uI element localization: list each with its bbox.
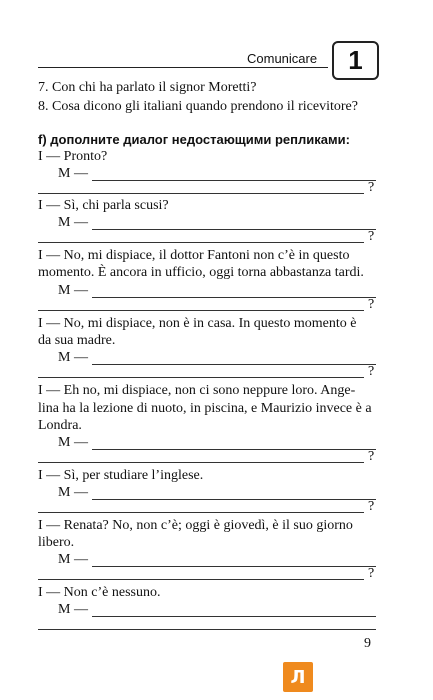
m-label-1: M — [58, 166, 88, 181]
running-header-title: Comunicare [247, 51, 318, 66]
chapter-number-badge: 1 [332, 41, 379, 80]
question-mark: ? [368, 229, 375, 244]
m-label-4: M — [58, 350, 88, 365]
dialog-line-4a: I — No, mi dispiace, non è in casa. In questo momento è [38, 316, 357, 331]
answer-line [38, 512, 364, 513]
answer-line [38, 310, 364, 311]
dialog-line-2: I — Sì, chi parla scusi? [38, 198, 169, 213]
dialog-line-4b: da sua madre. [38, 333, 116, 348]
dialog-line-7b: libero. [38, 535, 75, 550]
page-number: 9 [364, 636, 371, 651]
m-label-7: M — [58, 552, 88, 567]
exercise-heading: f) дополните диалог недостающими репликами: [38, 132, 350, 147]
header-rule [38, 67, 328, 68]
dialog-line-3b: momento. È ancora in ufficio, oggi torna abbastanza tardi. [38, 265, 364, 280]
m-label-5: M — [58, 435, 88, 450]
question-8: 8. Cosa dicono gli italiani quando prendono il ricevitore? [38, 99, 358, 114]
dialog-line-6: I — Sì, per studiare l’inglese. [38, 468, 204, 483]
question-mark: ? [368, 364, 375, 379]
question-mark: ? [368, 499, 375, 514]
question-mark: ? [368, 297, 375, 312]
dialog-line-7a: I — Renata? No, non c’è; oggi è giovedì, è il suo giorno [38, 518, 353, 533]
dialog-line-1: I — Pronto? [38, 149, 108, 164]
question-mark: ? [368, 180, 375, 195]
answer-line [92, 229, 376, 230]
answer-line [92, 616, 376, 617]
m-label-2: M — [58, 215, 88, 230]
dialog-line-5b: lina ha la lezione di nuoto, in piscina, e Maurizio invece è a [38, 401, 372, 416]
answer-line [92, 499, 376, 500]
publisher-logo-icon: Л [283, 662, 313, 692]
answer-line [38, 462, 364, 463]
answer-line [38, 242, 364, 243]
dialog-line-5c: Londra. [38, 418, 82, 433]
question-mark: ? [368, 566, 375, 581]
answer-line [92, 180, 376, 181]
dialog-line-3a: I — No, mi dispiace, il dottor Fantoni non c’è in questo [38, 248, 350, 263]
m-label-8: M — [58, 602, 88, 617]
dialog-line-8: I — Non c’è nessuno. [38, 585, 161, 600]
question-mark: ? [368, 449, 375, 464]
answer-line [38, 579, 364, 580]
answer-line [38, 629, 376, 630]
answer-line [38, 193, 364, 194]
question-7: 7. Con chi ha parlato il signor Moretti? [38, 80, 257, 95]
answer-line [92, 364, 376, 365]
m-label-6: M — [58, 485, 88, 500]
answer-line [92, 449, 376, 450]
answer-line [92, 566, 376, 567]
dialog-line-5a: I — Eh no, mi dispiace, non ci sono neppure loro. Ange- [38, 383, 356, 398]
answer-line [92, 297, 376, 298]
m-label-3: M — [58, 283, 88, 298]
answer-line [38, 377, 364, 378]
